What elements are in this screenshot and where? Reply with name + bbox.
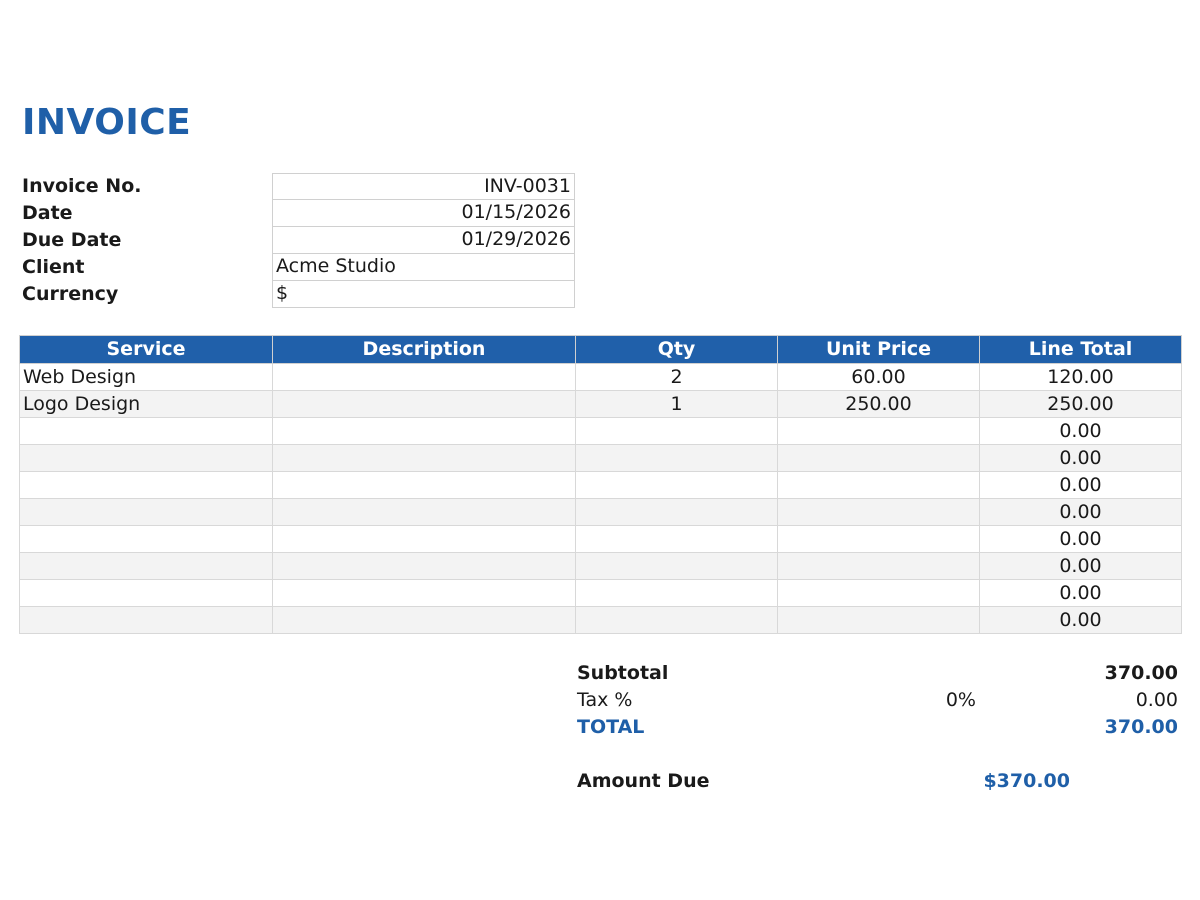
cell-line-total[interactable]: 250.00: [980, 391, 1182, 418]
cell-line-total[interactable]: 0.00: [980, 499, 1182, 526]
invoice-no-field[interactable]: INV-0031: [272, 173, 575, 200]
cell-description[interactable]: [273, 607, 576, 634]
table-header-row: [20, 336, 1182, 364]
column-header-service: Service: [20, 336, 273, 364]
client-label: Client: [22, 256, 85, 278]
cell-line-total[interactable]: 0.00: [980, 607, 1182, 634]
cell-service[interactable]: [20, 445, 273, 472]
tax-rate-field[interactable]: 0%: [945, 689, 976, 711]
table-row: [20, 607, 1182, 634]
cell-description[interactable]: [273, 472, 576, 499]
date-label: Date: [22, 202, 73, 224]
cell-qty[interactable]: 1: [576, 391, 778, 418]
cell-unit-price[interactable]: [778, 472, 980, 499]
cell-unit-price[interactable]: [778, 445, 980, 472]
cell-qty[interactable]: 2: [576, 364, 778, 391]
table-row: [20, 499, 1182, 526]
cell-description[interactable]: [273, 391, 576, 418]
cell-qty[interactable]: [576, 445, 778, 472]
cell-description[interactable]: [273, 580, 576, 607]
total-value: 370.00: [1104, 716, 1178, 738]
cell-qty[interactable]: [576, 499, 778, 526]
cell-service[interactable]: Web Design: [20, 364, 273, 391]
due-date-field[interactable]: 01/29/2026: [272, 227, 575, 254]
cell-service[interactable]: [20, 526, 273, 553]
amount-due-label: Amount Due: [577, 770, 710, 792]
column-header-qty: Qty: [576, 336, 778, 364]
cell-line-total[interactable]: 0.00: [980, 445, 1182, 472]
cell-unit-price[interactable]: [778, 607, 980, 634]
invoice-title: INVOICE: [22, 102, 192, 143]
line-items-table: [19, 335, 1182, 634]
subtotal-value: 370.00: [1104, 662, 1178, 684]
total-label: TOTAL: [577, 716, 645, 738]
cell-description[interactable]: [273, 418, 576, 445]
cell-qty[interactable]: [576, 472, 778, 499]
table-row: [20, 364, 1182, 391]
cell-service[interactable]: [20, 472, 273, 499]
cell-line-total[interactable]: 0.00: [980, 580, 1182, 607]
client-field[interactable]: Acme Studio: [272, 254, 575, 281]
cell-service[interactable]: Logo Design: [20, 391, 273, 418]
invoice-no-label: Invoice No.: [22, 175, 142, 197]
cell-unit-price[interactable]: [778, 553, 980, 580]
cell-unit-price[interactable]: [778, 418, 980, 445]
date-field[interactable]: 01/15/2026: [272, 200, 575, 227]
amount-due-value: $370.00: [983, 770, 1070, 792]
table-row: [20, 418, 1182, 445]
cell-qty[interactable]: [576, 607, 778, 634]
table-row: [20, 526, 1182, 553]
cell-line-total[interactable]: 0.00: [980, 526, 1182, 553]
column-header-unit-price: Unit Price: [778, 336, 980, 364]
cell-service[interactable]: [20, 553, 273, 580]
cell-line-total[interactable]: 0.00: [980, 472, 1182, 499]
cell-description[interactable]: [273, 526, 576, 553]
cell-service[interactable]: [20, 607, 273, 634]
cell-service[interactable]: [20, 418, 273, 445]
cell-unit-price[interactable]: [778, 580, 980, 607]
cell-unit-price[interactable]: [778, 499, 980, 526]
currency-field[interactable]: $: [272, 281, 575, 308]
table-row: [20, 472, 1182, 499]
cell-unit-price[interactable]: [778, 526, 980, 553]
cell-unit-price[interactable]: 60.00: [778, 364, 980, 391]
cell-line-total[interactable]: 0.00: [980, 553, 1182, 580]
cell-qty[interactable]: [576, 526, 778, 553]
table-body: [20, 364, 1182, 634]
table-row: [20, 445, 1182, 472]
table-row: [20, 391, 1182, 418]
cell-service[interactable]: [20, 580, 273, 607]
tax-value: 0.00: [1135, 689, 1178, 711]
cell-qty[interactable]: [576, 418, 778, 445]
tax-label: Tax %: [577, 689, 633, 711]
currency-label: Currency: [22, 283, 119, 305]
cell-service[interactable]: [20, 499, 273, 526]
cell-qty[interactable]: [576, 553, 778, 580]
due-date-label: Due Date: [22, 229, 122, 251]
table-row: [20, 553, 1182, 580]
cell-unit-price[interactable]: 250.00: [778, 391, 980, 418]
cell-description[interactable]: [273, 553, 576, 580]
cell-description[interactable]: [273, 364, 576, 391]
cell-line-total[interactable]: 120.00: [980, 364, 1182, 391]
table-row: [20, 580, 1182, 607]
cell-description[interactable]: [273, 445, 576, 472]
column-header-description: Description: [273, 336, 576, 364]
subtotal-label: Subtotal: [577, 662, 669, 684]
column-header-line-total: Line Total: [980, 336, 1182, 364]
cell-description[interactable]: [273, 499, 576, 526]
cell-line-total[interactable]: 0.00: [980, 418, 1182, 445]
cell-qty[interactable]: [576, 580, 778, 607]
